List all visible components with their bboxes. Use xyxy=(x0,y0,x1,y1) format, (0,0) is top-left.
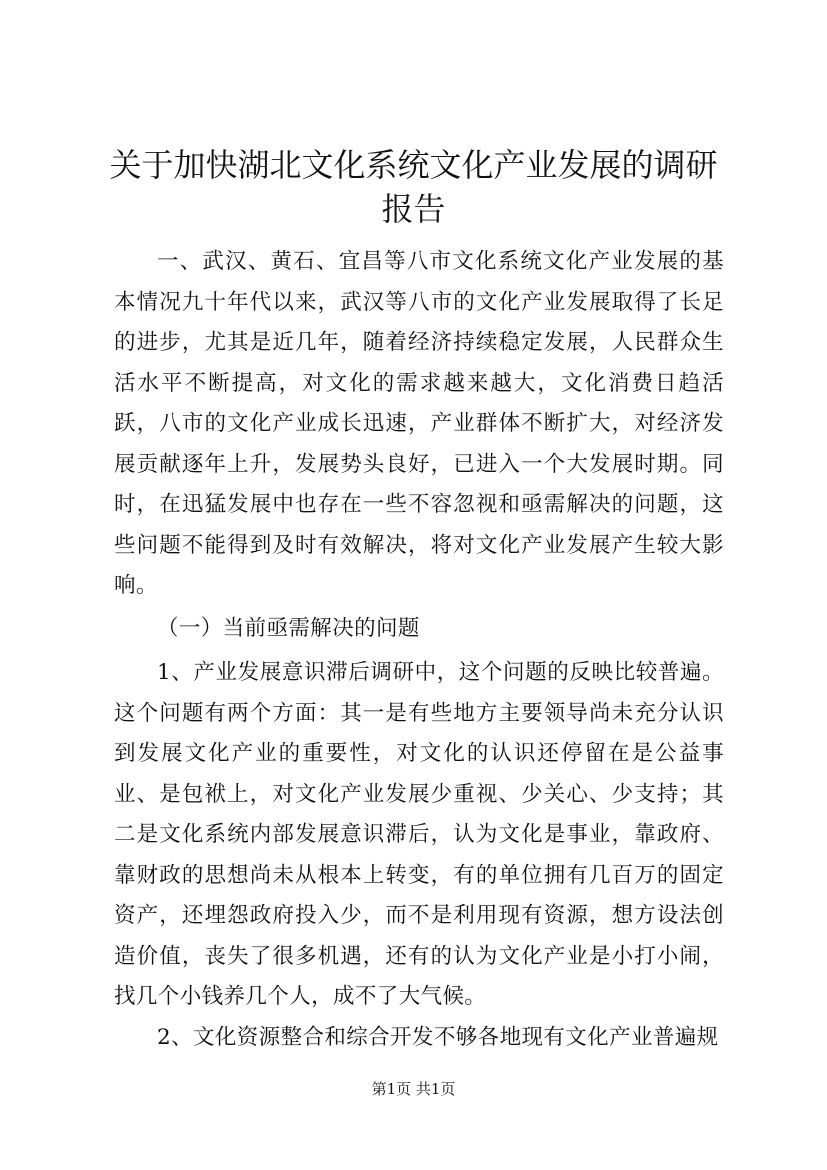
section-heading-urgent-problems: （一）当前亟需解决的问题 xyxy=(157,615,420,641)
page-footer: 第1页 共1页 xyxy=(371,1080,456,1098)
page-title: 关于加快湖北文化系统文化产业发展的调研报告 xyxy=(109,146,718,228)
paragraph-basic-situation: 一、武汉、黄石、宜昌等八市文化系统文化产业发展的基本情况九十年代以来，武汉等八市的文化产业发展取得了长足的进步，尤其是近几年，随着经济持续稳定发展，人民群众生活水平不断提高，对文化的需求越来越大，文化消费日趋活跃，八市的文化产业成长迅速，产业群体不断扩大，对经济发展贡献逐年上升，发展势头良好，已进入一个大发展时期。同时，在迅猛发展中也存在一些不容忽视和亟需解决的问题，这些问题不能得到及时有效解决，将对文化产业发展产生较大影响。 xyxy=(114,249,724,598)
paragraph-resource-integration: 2、文化资源整合和综合开发不够各地现有文化产业普遍规 xyxy=(157,1024,719,1050)
document-body xyxy=(114,236,724,1058)
paragraph-development-awareness: 1、产业发展意识滞后调研中，这个问题的反映比较普遍。这个问题有两个方面：其一是有些地方主要领导尚未充分认识到发展文化产业的重要性，对文化的认识还停留在是公益事业、是包袱上，对文化产业发展少重视、少关心、少支持；其二是文化系统内部发展意识滞后，认为文化是事业，靠政府、靠财政的思想尚未从根本上转变，有的单位拥有几百万的固定资产，还埋怨政府投入少，而不是利用现有资源，想方设法创造价值，丧失了很多机遇，还有的认为文化产业是小打小闹，找几个小钱养几个人，成不了大气候。 xyxy=(114,660,724,1009)
